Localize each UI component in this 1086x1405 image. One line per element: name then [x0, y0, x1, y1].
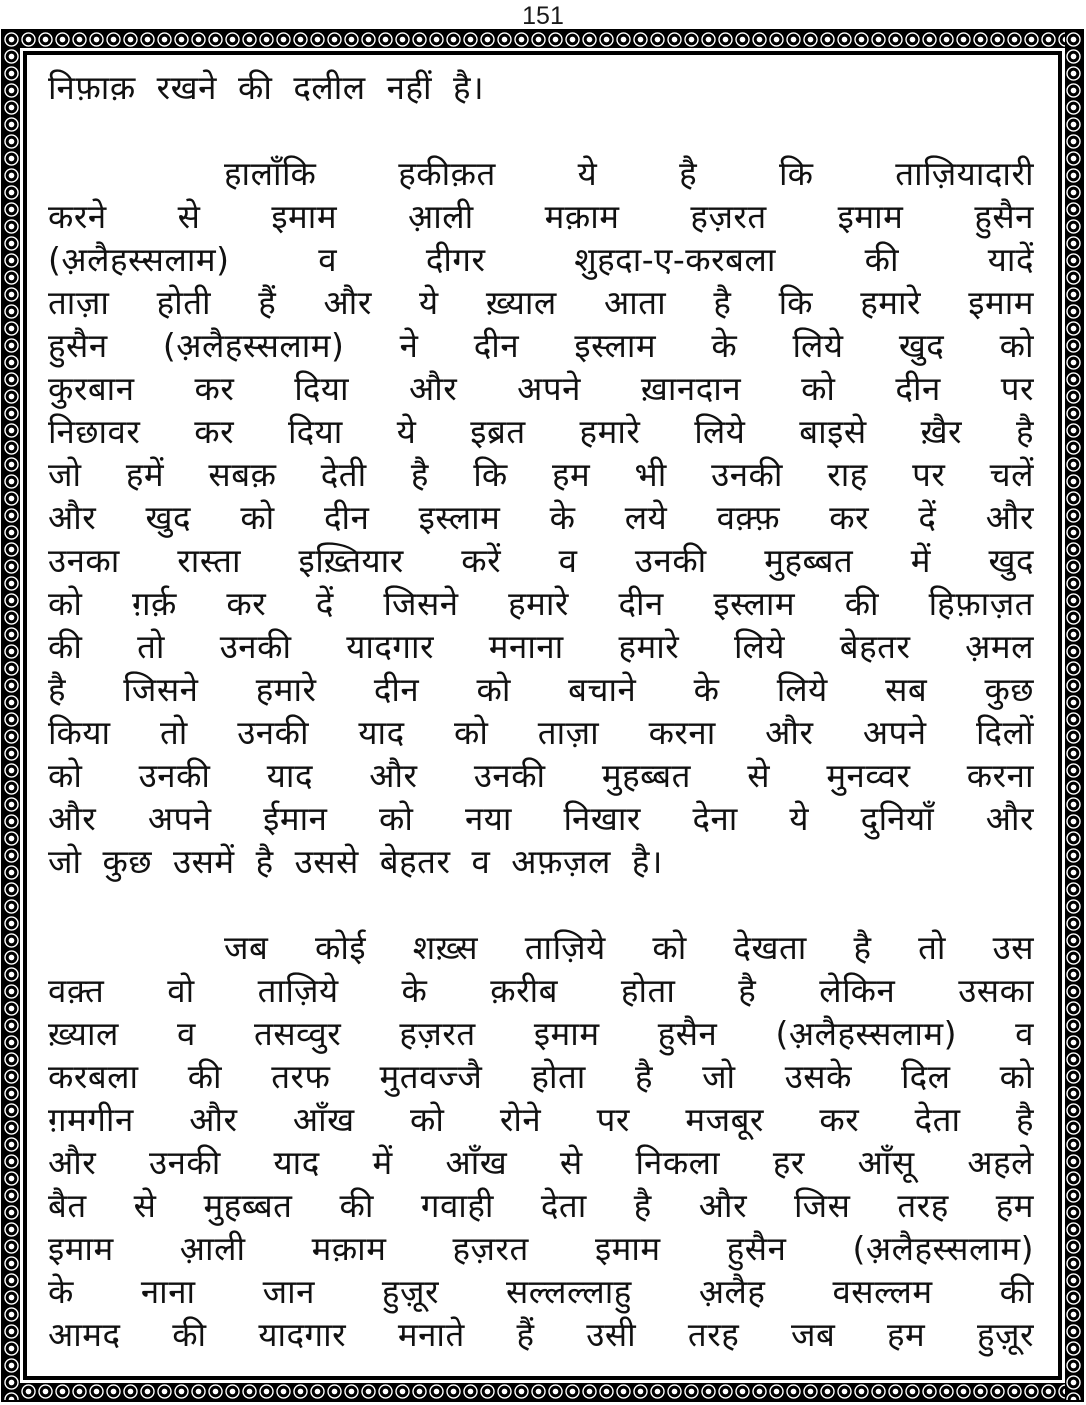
text-line: (अ़लैहस्सलाम) व दीगर शुहदा-ए-करबला की यादें	[48, 240, 1034, 279]
text-line: और अपने ईमान को नया निखार देना ये दुनियाँ और	[48, 799, 1034, 838]
paragraph-1	[48, 66, 1034, 109]
border-band-left	[3, 31, 20, 1400]
text-line: ख़्याल व तसव्वुर हज़रत इमाम हुसैन (अ़लैहस्सलाम) व	[48, 1014, 1034, 1053]
text-line: जब कोई शख़्स ताज़िये को देखता है तो उस	[224, 928, 1034, 967]
page-body	[48, 66, 1034, 1356]
text-line: हुसैन (अ़लैहस्सलाम) ने दीन इस्लाम के लिये खुद को	[48, 326, 1034, 365]
border-band-bottom	[3, 1383, 1082, 1400]
text-line: किया तो उनकी याद को ताज़ा करना और अपने दिलों	[48, 713, 1034, 752]
text-line: के नाना जान हुज़ूर सल्लल्लाहु अ़लैह वसल्लम की	[48, 1272, 1034, 1311]
text-line: जो हमें सबक़ देती है कि हम भी उनकी राह पर चलें	[48, 455, 1034, 494]
text-line: करबला की तरफ मुतवज्जै होता है जो उसके दिल को	[48, 1057, 1034, 1096]
text-line: उनका रास्ता इख़्तियार करें व उनकी मुहब्बत में खुद	[48, 541, 1034, 580]
text-line: आमद की यादगार मनाते हैं उसी तरह जब हम हुज़ूर	[48, 1315, 1034, 1354]
text-line: निछावर कर दिया ये इब्रत हमारे लिये बाइसे ख़ैर है	[48, 412, 1034, 451]
text-line: ग़मगीन और आँख को रोने पर मजबूर कर देता है	[48, 1100, 1034, 1139]
paragraph-spacer	[48, 109, 1034, 152]
text-line: कुरबान कर दिया और अपने ख़ानदान को दीन पर	[48, 369, 1034, 408]
text-line: है जिसने हमारे दीन को बचाने के लिये सब कुछ	[48, 670, 1034, 709]
text-line: जो कुछ उसमें है उससे बेहतर व अफ़ज़ल है।	[48, 842, 663, 881]
text-line: और उनकी याद में आँख से निकला हर आँसू अहले	[48, 1143, 1034, 1182]
border-band-top	[3, 31, 1082, 48]
text-line: करने से इमाम अ़ाली मक़ाम हज़रत इमाम हुसैन	[48, 197, 1034, 236]
text-line: हालाँकि हकीक़त ये है कि ताज़ियादारी	[224, 154, 1034, 193]
text-line: और खुद को दीन इस्लाम के लये वक़्फ़ कर दें और	[48, 498, 1034, 537]
text-line: इमाम अ़ाली मक़ाम हज़रत इमाम हुसैन (अ़लैहस्सलाम)	[48, 1229, 1034, 1268]
text-line: वक़्त वो ताज़िये के क़रीब होता है लेकिन उसका	[48, 971, 1034, 1010]
paragraph-3	[48, 926, 1034, 1356]
text-line: ताज़ा होती हैं और ये ख़्याल आता है कि हमारे इमाम	[48, 283, 1034, 322]
paragraph-spacer	[48, 883, 1034, 926]
text-line: की तो उनकी यादगार मनाना हमारे लिये बेहतर अ़मल	[48, 627, 1034, 666]
page-number: 151	[522, 2, 564, 30]
paragraph-2	[48, 152, 1034, 883]
text-line: निफ़ाक़ रखने की दलील नहीं है।	[48, 68, 485, 107]
text-line: को ग़र्क़ कर दें जिसने हमारे दीन इस्लाम की हिफ़ाज़त	[48, 584, 1034, 623]
border-band-right	[1065, 31, 1082, 1400]
text-line: बैत से मुहब्बत की गवाही देता है और जिस तरह हम	[48, 1186, 1034, 1225]
text-line: को उनकी याद और उनकी मुहब्बत से मुनव्वर करना	[48, 756, 1034, 795]
